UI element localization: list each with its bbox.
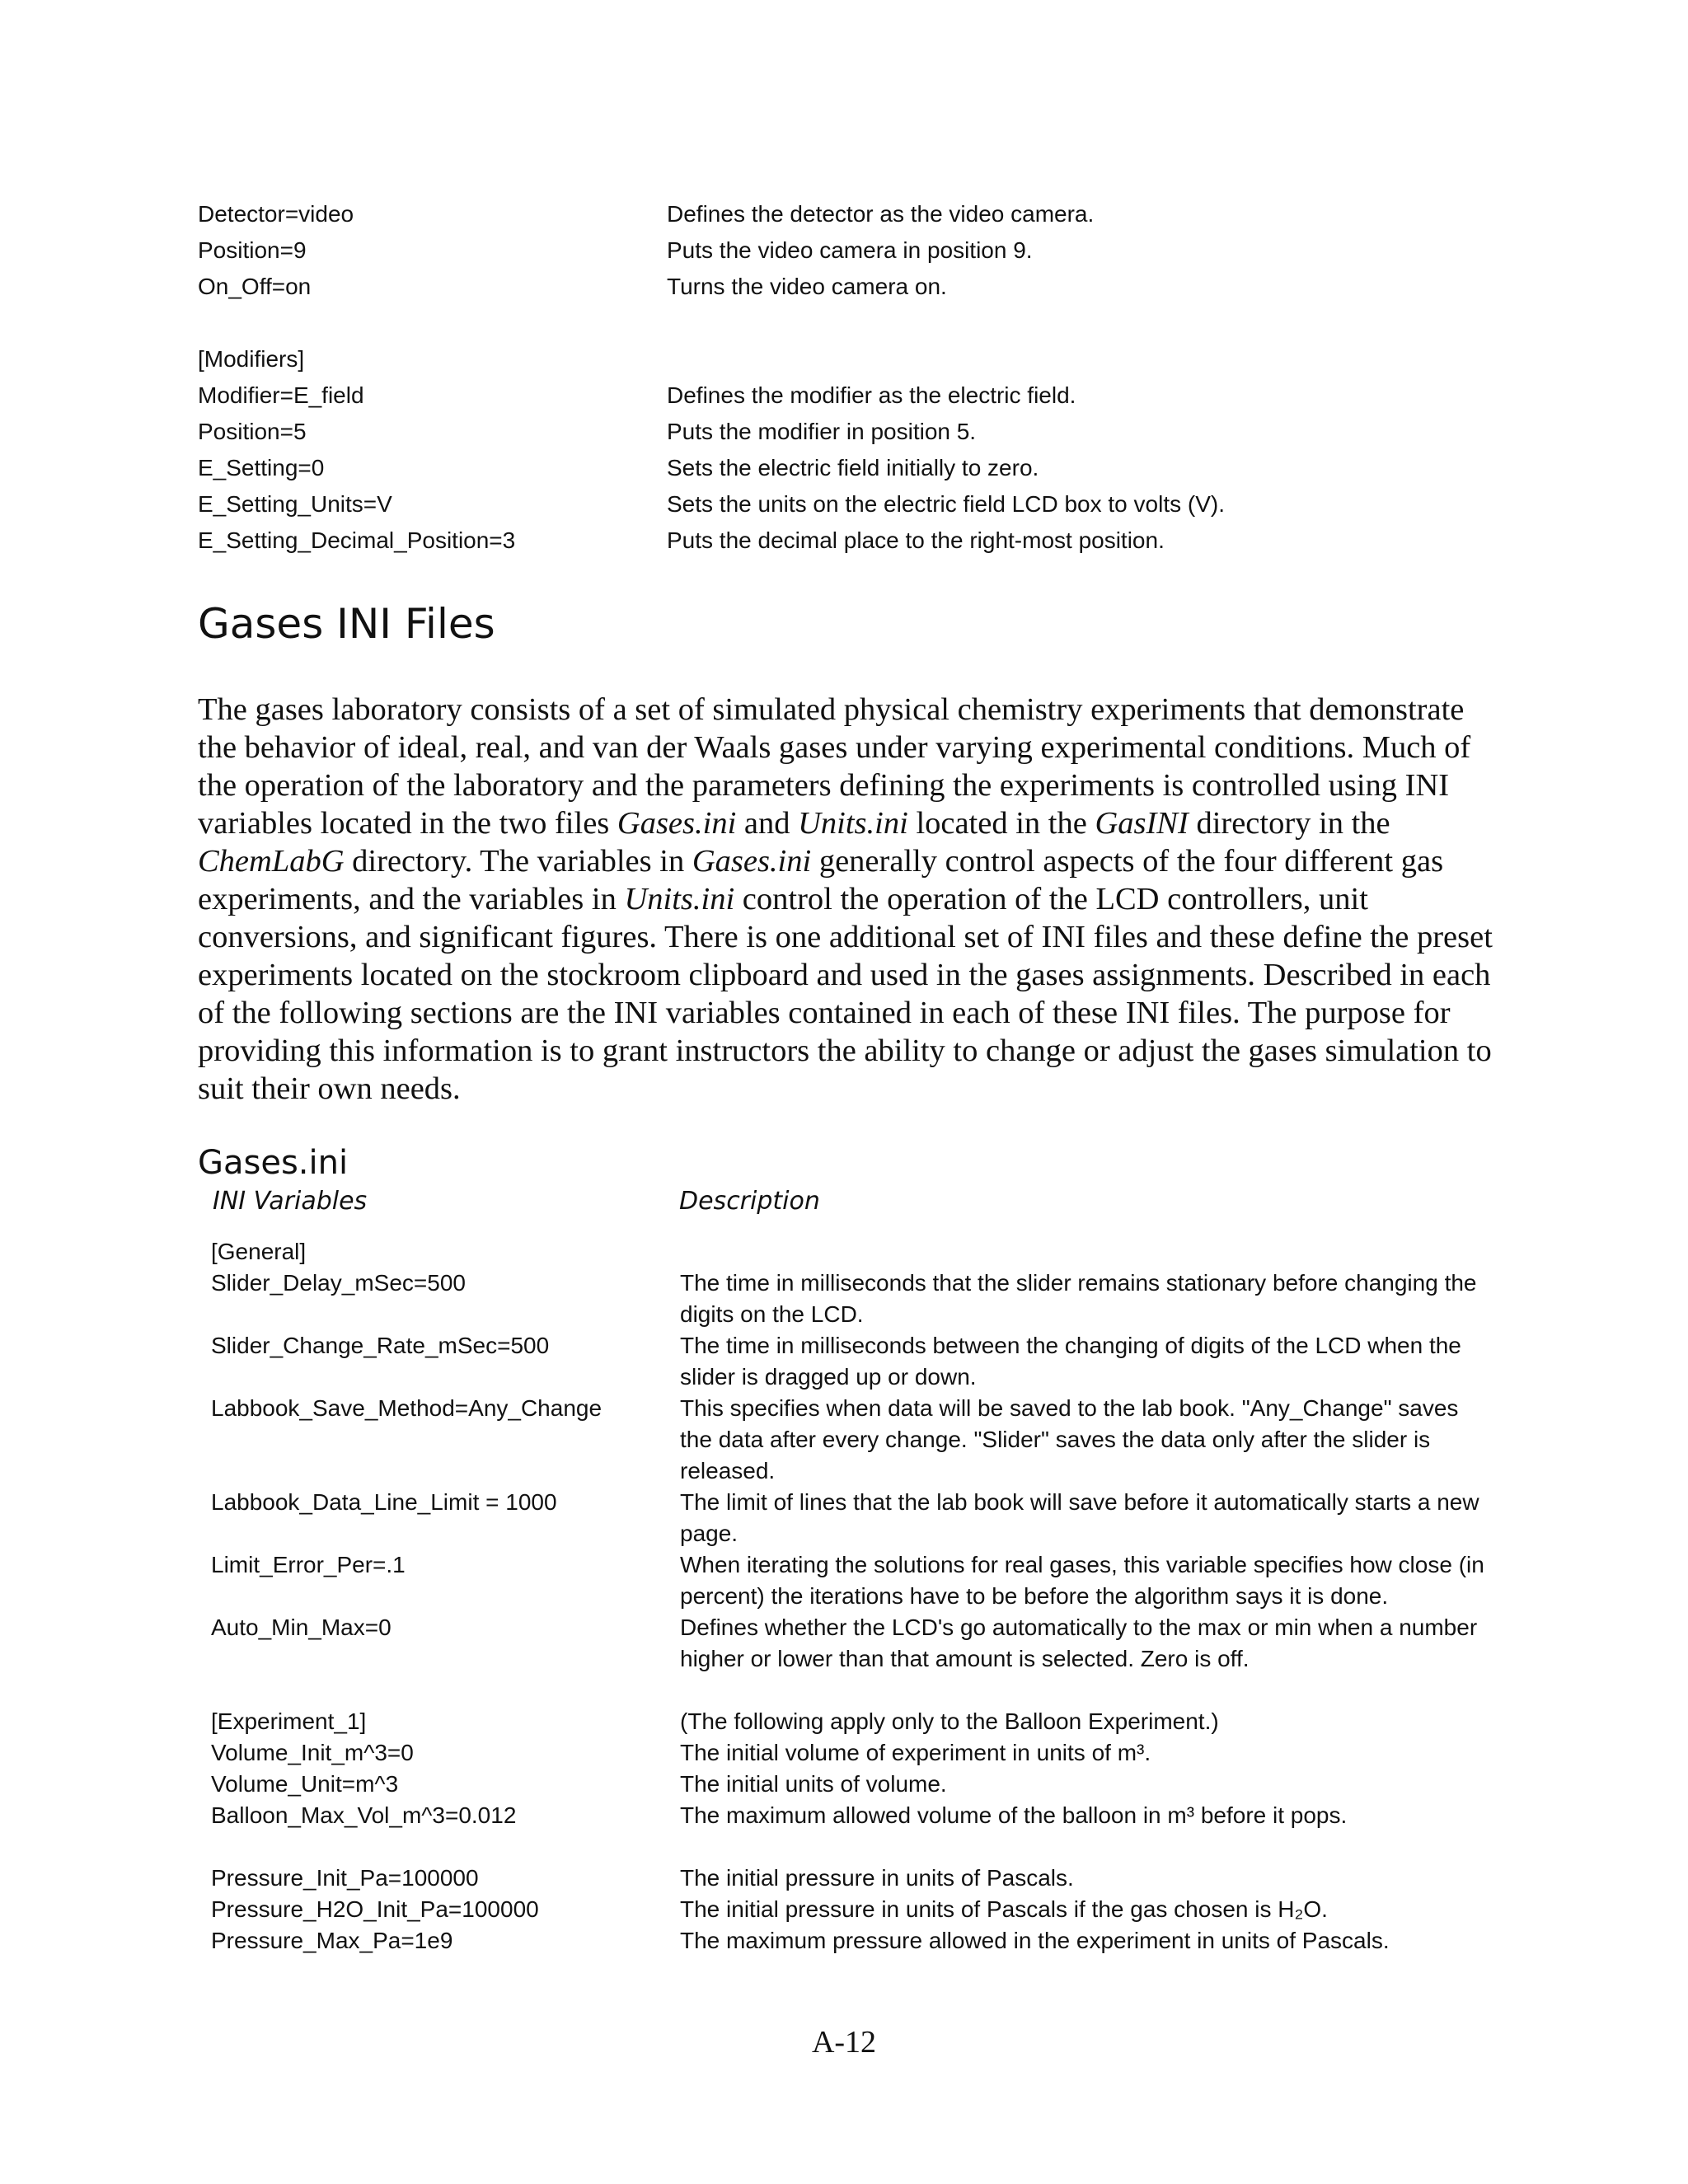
ini-variable: Modifier=E_field: [198, 382, 364, 408]
table-row: [211, 1894, 1497, 1925]
top-variable-table: [198, 196, 1517, 559]
table-row: [211, 1612, 1497, 1675]
table-row: [211, 1737, 1497, 1769]
filename: Gases.ini: [692, 844, 812, 879]
filename: GasINI: [1095, 806, 1189, 841]
ini-variable: Labbook_Data_Line_Limit = 1000: [211, 1489, 557, 1515]
filename: Units.ini: [624, 882, 735, 916]
ini-variable: Slider_Delay_mSec=500: [211, 1270, 466, 1296]
ini-variable: Limit_Error_Per=.1: [211, 1552, 406, 1577]
ini-variable: Detector=video: [198, 201, 354, 227]
table-row: [211, 1268, 1497, 1330]
intro-text: directory. The variables in: [344, 844, 692, 879]
intro-text: generally control aspects of the four different gas experiments, and the variables in: [198, 844, 1444, 916]
ini-description: Puts the video camera in position 9.: [667, 237, 1033, 263]
ini-description: Defines the modifier as the electric field.: [667, 382, 1076, 408]
intro-text: and: [736, 806, 799, 841]
ini-variable: E_Setting_Decimal_Position=3: [198, 527, 516, 553]
ini-description: The initial pressure in units of Pascals.: [680, 1865, 1074, 1891]
ini-description: Sets the electric field initially to zero.: [667, 455, 1039, 480]
table-row: [211, 1800, 1497, 1831]
ini-description: (The following apply only to the Balloon Experiment.): [680, 1708, 1219, 1734]
table-row: [211, 1863, 1497, 1894]
table-row: [198, 269, 1517, 305]
table-row: [211, 1706, 1497, 1737]
ini-variable: Labbook_Save_Method=Any_Change: [211, 1395, 603, 1421]
section-heading: Gases INI Files: [198, 600, 495, 648]
ini-description: When iterating the solutions for real gases, this variable specifies how close (in percent) the iterations have to be before the algorithm says it is done.: [680, 1552, 1484, 1609]
table-row: [211, 1330, 1497, 1393]
table-row: [198, 450, 1517, 486]
ini-description: Turns the video camera on.: [667, 274, 947, 299]
filename: ChemLabG: [198, 844, 345, 879]
ini-variable: E_Setting_Units=V: [198, 491, 392, 517]
ini-variable: Balloon_Max_Vol_m^3=0.012: [211, 1802, 517, 1828]
column-header-variables: INI Variables: [213, 1187, 368, 1216]
row-spacer: [198, 305, 1517, 341]
ini-variable: On_Off=on: [198, 274, 312, 299]
ini-description: The limit of lines that the lab book will save before it automatically starts a new page.: [680, 1489, 1479, 1546]
intro-text: directory in the: [1188, 806, 1390, 841]
ini-description: The initial pressure in units of Pascals if the gas chosen is H₂O.: [680, 1896, 1328, 1922]
ini-variable: Auto_Min_Max=0: [211, 1615, 392, 1640]
ini-description: Defines the detector as the video camera.: [667, 201, 1095, 227]
row-spacer: [211, 1831, 1497, 1863]
ini-variable: Pressure_Max_Pa=1e9: [211, 1928, 453, 1953]
gases-ini-variable-table: [211, 1236, 1497, 1957]
ini-section-header: [Experiment_1]: [211, 1708, 367, 1734]
intro-text: The gases laboratory consists of a set of simulated physical chemistry experiments that demonstrate the behavior of ideal, real, and van der Waals gases under varying experimental conditions. Much of the operation of the laboratory and the parameters defining the experiments is controlled using INI variables located in the two files: [198, 692, 1471, 841]
page-number: A-12: [811, 2025, 877, 2060]
table-row: [211, 1769, 1497, 1800]
subsection-heading: Gases.ini: [198, 1144, 349, 1182]
table-row: [211, 1925, 1497, 1957]
table-row: [198, 196, 1517, 232]
ini-variable: Position=9: [198, 237, 307, 263]
filename: Units.ini: [798, 806, 908, 841]
ini-variable: E_Setting=0: [198, 455, 325, 480]
ini-variable: Pressure_H2O_Init_Pa=100000: [211, 1896, 539, 1922]
ini-description: The time in milliseconds between the changing of digits of the LCD when the slider is dragged up or down.: [680, 1333, 1461, 1390]
ini-description: This specifies when data will be saved to the lab book. "Any_Change" saves the data after every change. "Slider" saves the data only after the slider is released.: [680, 1395, 1459, 1483]
filename: Gases.ini: [617, 806, 737, 841]
ini-variable: Pressure_Init_Pa=100000: [211, 1865, 479, 1891]
table-row: [211, 1487, 1497, 1549]
table-row: [198, 377, 1517, 414]
table-row: [198, 232, 1517, 269]
ini-description: The initial units of volume.: [680, 1771, 947, 1797]
ini-description: The maximum pressure allowed in the experiment in units of Pascals.: [680, 1928, 1390, 1953]
table-row: [211, 1393, 1497, 1487]
intro-text: control the operation of the LCD controllers, unit conversions, and significant figures. There is one additional set of INI files and these define the preset experiments located on the stockroom clipboard and used in the gases assignments. Described in each of the following sections are the INI variables contained in each of these INI files. The purpose for providing this information is to grant instructors the ability to change or adjust the gases simulation to suit their own needs.: [198, 882, 1493, 1106]
ini-description: The maximum allowed volume of the balloon in m³ before it pops.: [680, 1802, 1348, 1828]
ini-variable: Volume_Unit=m^3: [211, 1771, 399, 1797]
table-row: [211, 1236, 1497, 1268]
intro-text: located in the: [907, 806, 1095, 841]
ini-section-header: [Modifiers]: [198, 346, 305, 372]
ini-description: Defines whether the LCD's go automatically to the max or min when a number higher or lower than that amount is selected. Zero is off.: [680, 1615, 1478, 1671]
table-row: [198, 523, 1517, 559]
ini-description: The initial volume of experiment in units of m³.: [680, 1740, 1151, 1765]
ini-section-header: [General]: [211, 1239, 307, 1264]
ini-description: Sets the units on the electric field LCD box to volts (V).: [667, 491, 1225, 517]
ini-description: [667, 341, 1517, 377]
row-spacer: [211, 1675, 1497, 1706]
table-row: [211, 1549, 1497, 1612]
ini-description: Puts the decimal place to the right-most position.: [667, 527, 1165, 553]
intro-paragraph: [198, 691, 1500, 1108]
table-row: [198, 341, 1517, 377]
ini-variable: Slider_Change_Rate_mSec=500: [211, 1333, 550, 1358]
table-row: [198, 486, 1517, 523]
column-header-description: Description: [679, 1187, 820, 1216]
ini-description: The time in milliseconds that the slider remains stationary before changing the digits on the LCD.: [680, 1270, 1477, 1327]
ini-variable: Position=5: [198, 419, 307, 444]
table-row: [198, 414, 1517, 450]
ini-description: Puts the modifier in position 5.: [667, 419, 977, 444]
ini-variable: Volume_Init_m^3=0: [211, 1740, 414, 1765]
ini-description: [680, 1236, 1497, 1268]
